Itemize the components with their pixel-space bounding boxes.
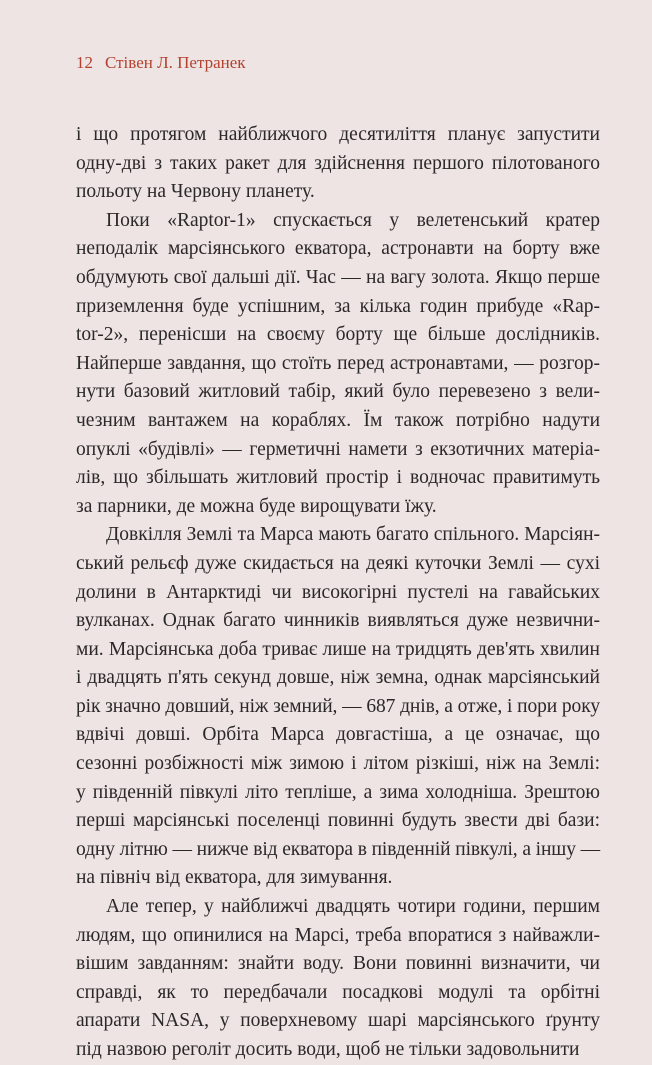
text-line: людям, що опинилися на Марсі, треба впоратися з найважли- — [76, 924, 600, 946]
text-line: рік значно довший, ніж земний, — 687 днів, а отже, і пори року — [76, 695, 600, 717]
text-line: Поки «Raptor-1» спускається у велетенський кратер — [106, 209, 600, 231]
text-line: вулканах. Однак багато чинників виявляться дуже незвични- — [76, 610, 600, 632]
text-line: нути базовий житловий табір, який було перевезено з вели- — [76, 381, 600, 403]
text-line: перші марсіянські поселенці повинні будуть звести дві бази: — [76, 810, 600, 832]
text-line: обдумують свої дальші дії. Час — на вагу золота. Якщо перше — [76, 266, 600, 288]
text-line: опуклі «будівлі» — герметичні намети з екзотичних матеріа- — [76, 438, 600, 460]
author-name: Стівен Л. Петранек — [105, 53, 246, 72]
text-line: і що протягом найближчого десятиліття планує запустити — [76, 124, 600, 145]
text-line: у південній півкулі літо тепліше, а зима холодніша. Зрештою — [76, 781, 600, 803]
text-line: і двадцять п'ять секунд довше, ніж земна, однак марсіянський — [76, 667, 600, 689]
running-header — [76, 53, 246, 73]
text-line: на північ від екватора, для зимування. — [76, 867, 393, 889]
text-line: Найперше завдання, що стоїть перед астронавтами, — розгор- — [76, 352, 600, 374]
page-number: 12 — [76, 53, 93, 72]
text-line: ський рельєф дуже скидається на деякі куточки Землі — сухі — [76, 552, 600, 574]
text-line: tor-2», перенісши на своєму борту ще більше дослідників. — [76, 324, 600, 346]
text-line: ми. Марсіянська доба триває лише на тридцять дев'ять хвилин — [76, 638, 600, 660]
text-line: чезним вантажем на кораблях. Їм також потрібно надути — [76, 409, 600, 431]
text-line: приземлення буде успішним, за кілька годин прибуде «Rap- — [76, 295, 600, 317]
text-line: апарати NASA, у поверхневому шарі марсіянського ґрунту — [76, 1010, 600, 1032]
text-line: лів, що збільшать житловий простір і водночас правитимуть — [76, 467, 600, 489]
text-line: одну-дві з таких ракет для здійснення першого пілотованого — [76, 152, 600, 174]
body-text — [76, 121, 600, 1065]
text-line: Довкілля Землі та Марса мають багато спільного. Марсіян- — [106, 524, 600, 546]
text-line: вдвічі довші. Орбіта Марса довгастіша, а це означає, що — [76, 724, 600, 746]
text-line: одну літню — нижче від екватора в південній півкулі, а іншу — — [76, 838, 600, 860]
text-line: долини в Антарктиді чи високогірні пустелі на гавайських — [76, 581, 600, 603]
text-line: Але тепер, у найближчі двадцять чотири години, першим — [106, 896, 600, 918]
text-line: неподалік марсіянського екватора, астронавти на борту вже — [76, 238, 600, 260]
text-line: справді, як то передбачали посадкові модулі та орбітні — [76, 981, 600, 1003]
text-line: за парники, де можна буде вирощувати їжу. — [76, 495, 437, 517]
text-line: вішим завданням: знайти воду. Вони повинні визначити, чи — [76, 953, 600, 975]
text-line: під назвою реголіт досить води, щоб не тільки задовольнити — [76, 1039, 580, 1060]
text-line: сезонні розбіжності між зимою і літом різкіші, ніж на Землі: — [76, 753, 600, 775]
text-line: польоту на Червону планету. — [76, 181, 315, 203]
